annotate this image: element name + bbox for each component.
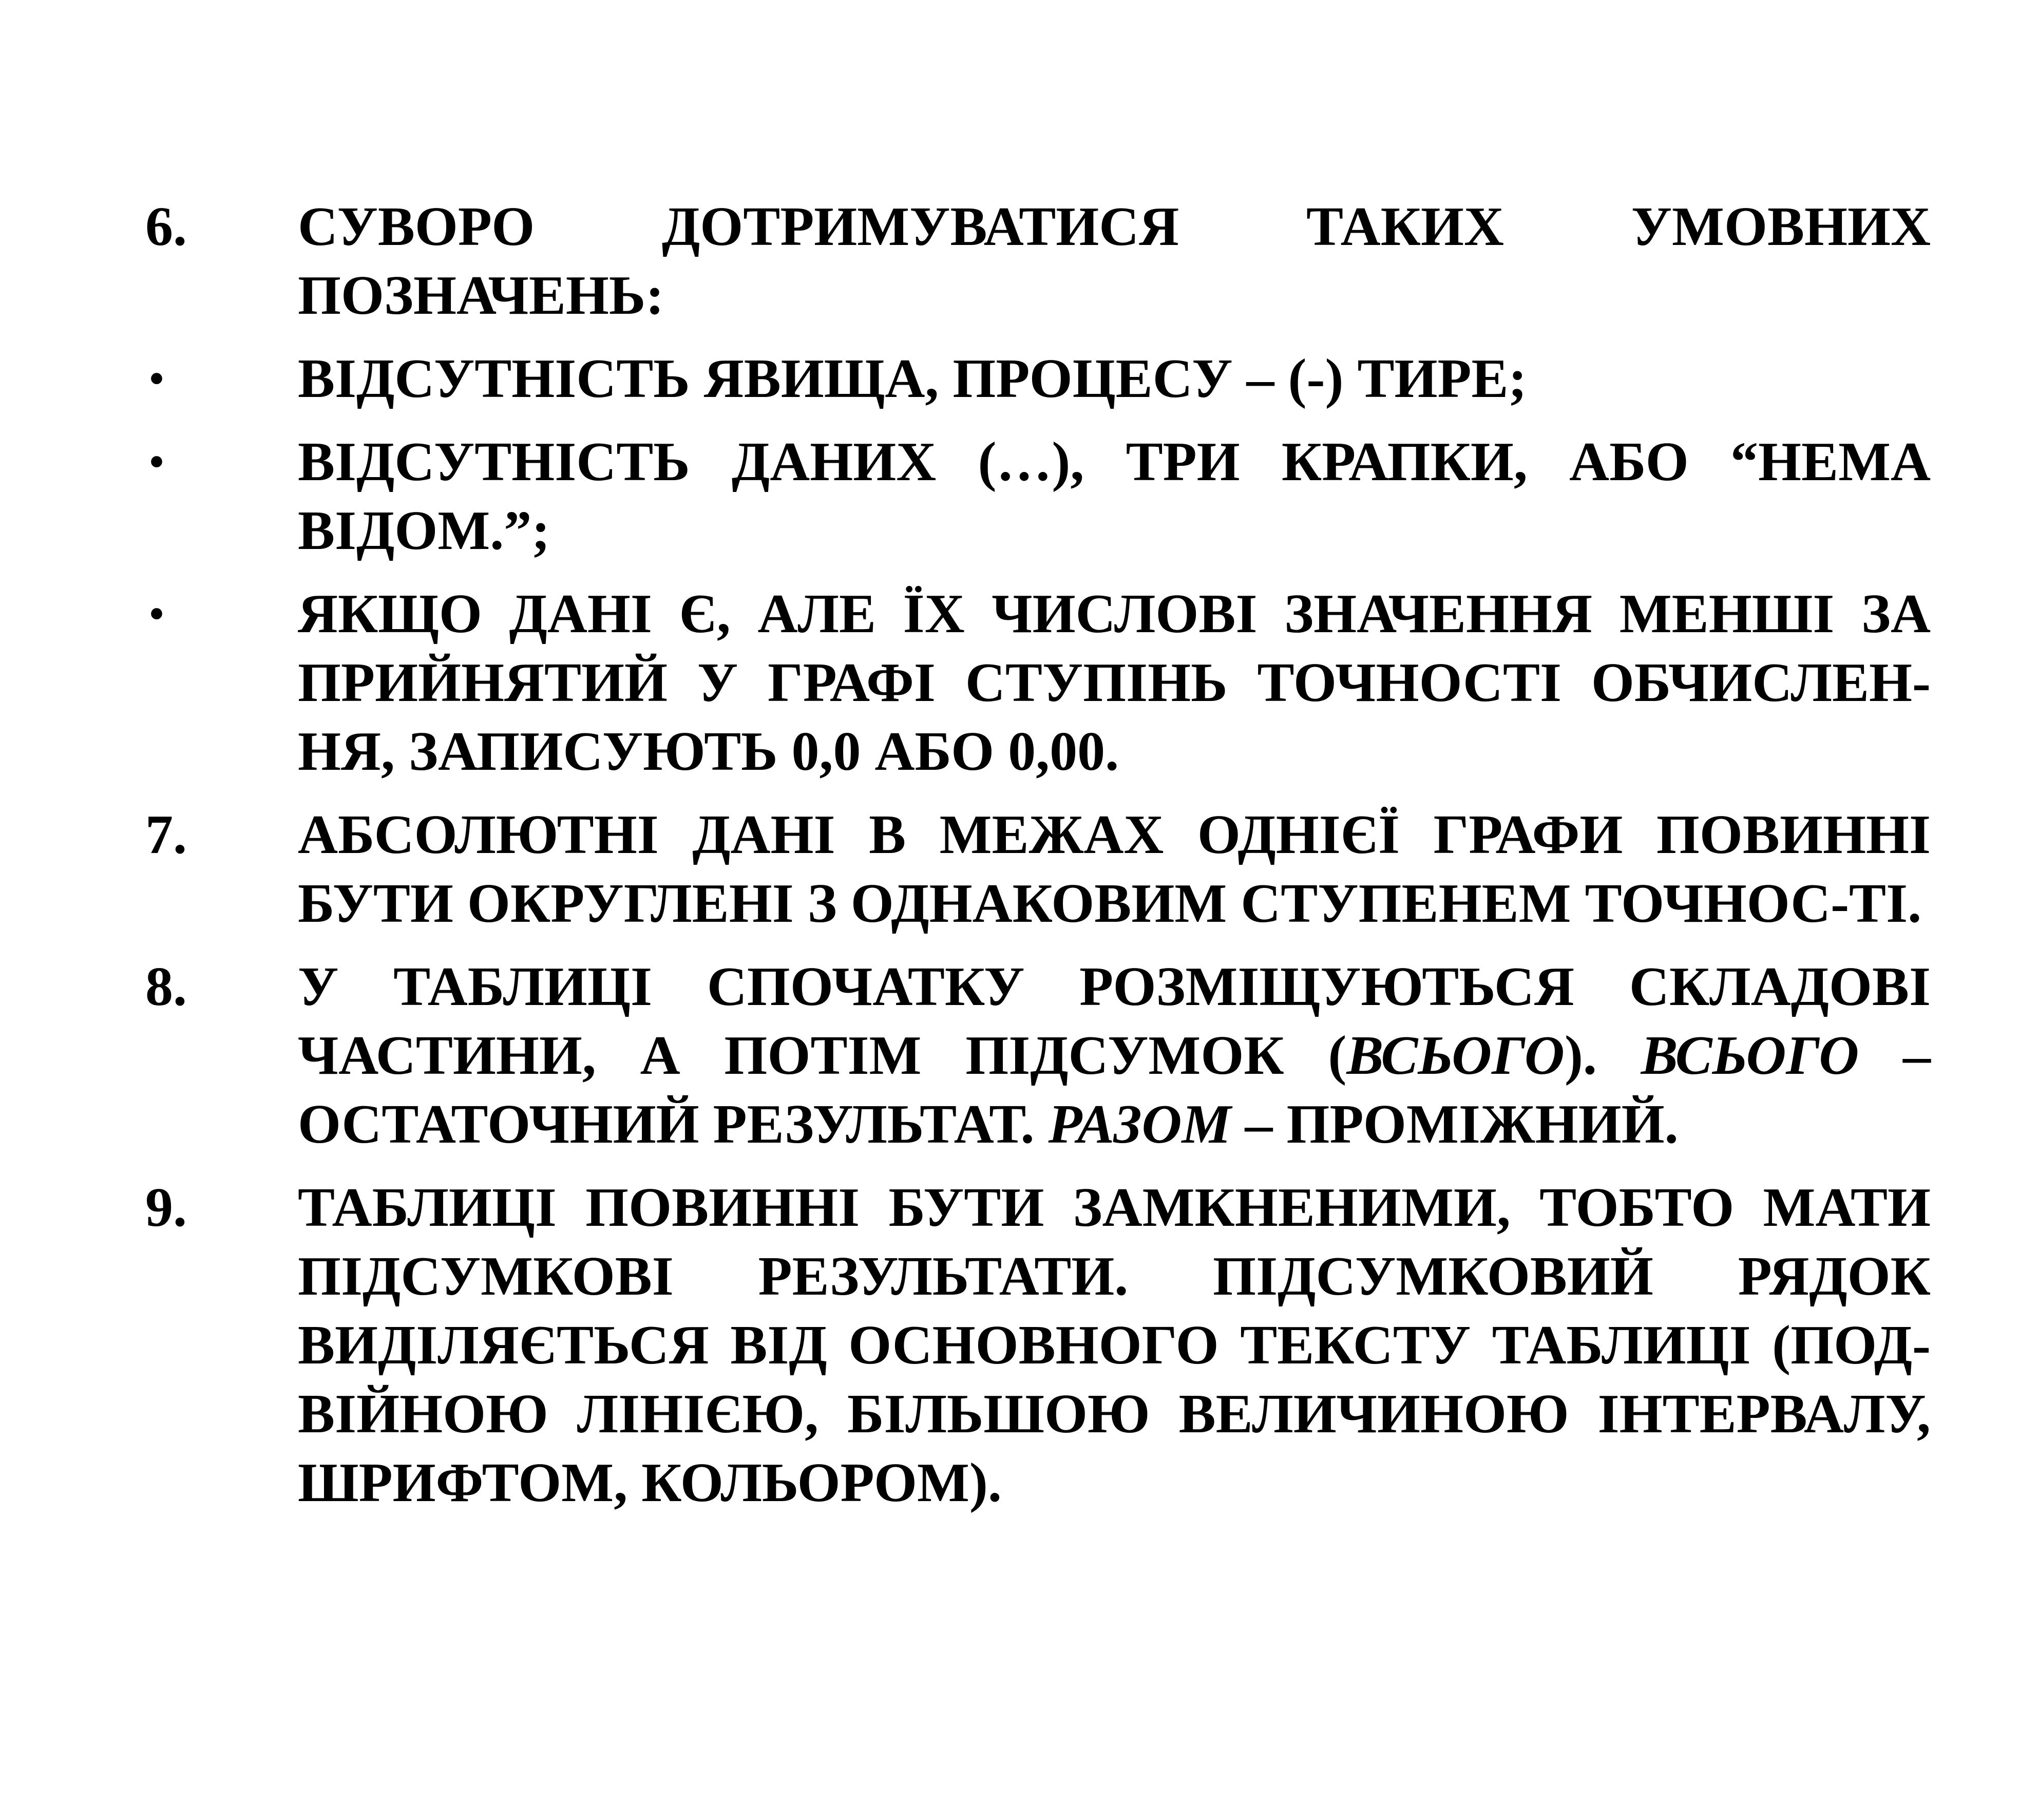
italic-term-total: ВСЬОГО — [1641, 1025, 1859, 1086]
rules-list — [145, 193, 1931, 1532]
item-text: ВІДСУТНІСТЬ ЯВИЩА, ПРОЦЕСУ – (-) ТИРЕ; — [298, 348, 1527, 409]
list-item — [145, 345, 1931, 413]
item-number: 6. — [145, 196, 187, 257]
item-number: 7. — [145, 804, 187, 865]
item-number: 8. — [145, 956, 187, 1017]
text-segment: У ТАБЛИЦІ СПОЧАТКУ РОЗМІЩУЮТЬСЯ СКЛАДОВІ ЧАСТИНИ, А ПОТІМ ПІДСУМОК ( — [298, 956, 1931, 1086]
item-text: ТАБЛИЦІ ПОВИННІ БУТИ ЗАМКНЕНИМИ, ТОБТО МАТИ ПІДСУМКОВІ РЕЗУЛЬТАТИ. ПІДСУМКОВИЙ РЯДОК ВИДІЛЯЄТЬСЯ ВІД ОСНОВНОГО ТЕКСТУ ТАБЛИЦІ (ПОД-ВІЙНОЮ ЛІНІЄЮ, БІЛЬШОЮ ВЕЛИЧИНОЮ ІНТЕРВАЛУ, ШРИФТОМ, КОЛЬОРОМ). — [298, 1177, 1931, 1513]
list-item — [145, 193, 1931, 330]
text-segment: – ОСТАТОЧНИЙ РЕЗУЛЬТАТ. — [298, 1025, 1931, 1155]
bullet-marker: • — [149, 592, 164, 637]
list-item — [145, 1173, 1931, 1518]
item-text: ВІДСУТНІСТЬ ДАНИХ (…), ТРИ КРАПКИ, АБО “НЕМА ВІДОМ.”; — [298, 431, 1931, 561]
list-item — [145, 580, 1931, 786]
item-text: ЯКЩО ДАНІ Є, АЛЕ ЇХ ЧИСЛОВІ ЗНАЧЕННЯ МЕНШІ ЗА ПРИЙНЯТИЙ У ГРАФІ СТУПІНЬ ТОЧНОСТІ ОБЧИСЛЕН-НЯ, ЗАПИСУЮТЬ 0,0 АБО 0,00. — [298, 583, 1931, 782]
bullet-marker: • — [149, 356, 164, 402]
item-text: АБСОЛЮТНІ ДАНІ В МЕЖАХ ОДНІЄЇ ГРАФИ ПОВИННІ БУТИ ОКРУГЛЕНІ З ОДНАКОВИМ СТУПЕНЕМ ТОЧНОС-ТІ. — [298, 804, 1931, 934]
list-item — [145, 801, 1931, 938]
italic-term-total: ВСЬОГО — [1346, 1025, 1565, 1086]
bullet-marker: • — [149, 440, 164, 485]
text-segment: – ПРОМІЖНИЙ. — [1231, 1094, 1679, 1155]
text-segment: ). — [1564, 1025, 1641, 1086]
list-item — [145, 953, 1931, 1159]
italic-term-together: РАЗОМ — [1048, 1094, 1231, 1155]
item-number: 9. — [145, 1177, 187, 1238]
item-text: СУВОРО ДОТРИМУВАТИСЯ ТАКИХ УМОВНИХ ПОЗНАЧЕНЬ: — [298, 196, 1931, 326]
item-text — [298, 953, 1931, 1159]
list-item — [145, 428, 1931, 565]
